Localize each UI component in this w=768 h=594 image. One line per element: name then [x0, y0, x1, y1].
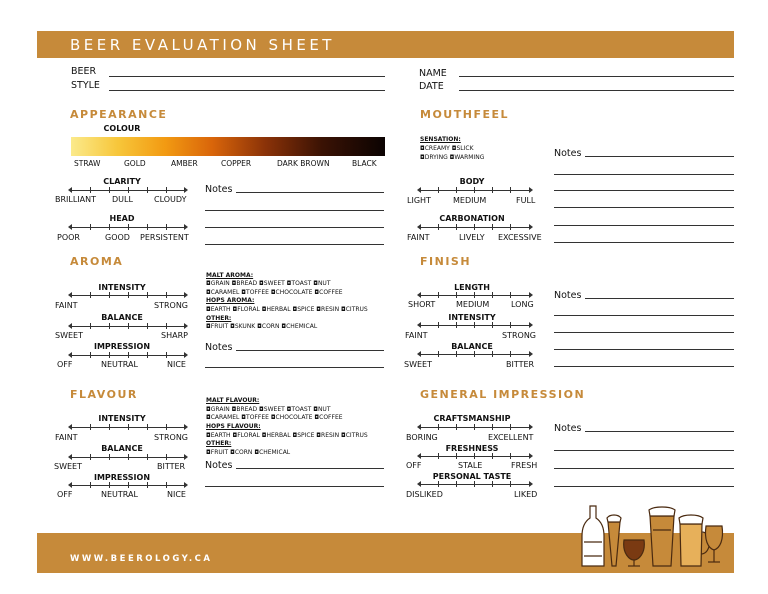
body-scale[interactable] — [420, 187, 530, 194]
name-label: NAME — [419, 68, 447, 79]
flavour-intensity-title: INTENSITY — [98, 414, 146, 423]
flavour-impression-label-off: OFF — [57, 490, 73, 499]
malt-flavour-row-1[interactable]: ◘GRAIN ◘BREAD ◘SWEET ◘TOAST ◘NUT — [206, 406, 331, 413]
length-label-short: SHORT — [408, 300, 436, 309]
clarity-label-brilliant: BRILLIANT — [55, 195, 97, 204]
colour-label-dark-brown: DARK BROWN — [277, 159, 330, 168]
other-flavour-row[interactable]: ◘FRUIT ◘CORN ◘CHEMICAL — [206, 449, 291, 456]
head-label-persistent: PERSISTENT — [140, 233, 189, 242]
finish-notes-line-3[interactable] — [554, 332, 734, 333]
finish-balance-label-sweet: SWEET — [404, 360, 432, 369]
freshness-title: FRESHNESS — [445, 444, 499, 453]
mouthfeel-notes-line-5[interactable] — [554, 225, 734, 226]
finish-notes-line-5[interactable] — [554, 366, 734, 367]
colour-label-black: BLACK — [352, 159, 377, 168]
mouthfeel-heading: MOUTHFEEL — [420, 108, 509, 121]
flavour-impression-label-neutral: NEUTRAL — [101, 490, 138, 499]
name-field[interactable] — [459, 76, 734, 77]
body-label-light: LIGHT — [407, 196, 431, 205]
aroma-heading: AROMA — [70, 255, 124, 268]
body-label-medium: MEDIUM — [453, 196, 487, 205]
malt-aroma-row-1[interactable]: ◘GRAIN ◘BREAD ◘SWEET ◘TOAST ◘NUT — [206, 280, 331, 287]
sensation-title: SENSATION: — [420, 136, 461, 143]
head-label-poor: POOR — [57, 233, 80, 242]
clarity-label-cloudy: CLOUDY — [154, 195, 187, 204]
colour-label-copper: COPPER — [221, 159, 252, 168]
flavour-notes-line-2[interactable] — [205, 486, 384, 487]
flavour-intensity-label-strong: STRONG — [154, 433, 189, 442]
aroma-impression-label-neutral: NEUTRAL — [101, 360, 138, 369]
beer-field[interactable] — [109, 76, 385, 77]
colour-title: COLOUR — [103, 124, 141, 133]
aroma-intensity-label-faint: FAINT — [55, 301, 78, 310]
flavour-balance-scale[interactable] — [71, 454, 185, 461]
finish-intensity-scale[interactable] — [420, 322, 530, 329]
malt-aroma-title: MALT AROMA: — [206, 272, 254, 279]
colour-label-gold: GOLD — [124, 159, 146, 168]
freshness-label-stale: STALE — [458, 461, 483, 470]
flavour-notes-label: Notes — [205, 460, 233, 471]
personal-taste-label-disliked: DISLIKED — [406, 490, 443, 499]
personal-taste-label-liked: LIKED — [514, 490, 538, 499]
length-label-long: LONG — [511, 300, 534, 309]
aroma-notes-line-1[interactable] — [236, 350, 384, 351]
aroma-balance-label-sweet: SWEET — [55, 331, 83, 340]
aroma-intensity-scale[interactable] — [71, 292, 185, 299]
colour-gradient[interactable] — [71, 137, 385, 156]
finish-intensity-title: INTENSITY — [448, 313, 496, 322]
length-scale[interactable] — [420, 292, 530, 299]
style-label: STYLE — [71, 80, 100, 91]
appearance-notes-line-2[interactable] — [205, 210, 384, 211]
colour-label-amber: AMBER — [171, 159, 198, 168]
flavour-heading: FLAVOUR — [70, 388, 138, 401]
footer-url[interactable]: WWW.BEEROLOGY.CA — [70, 554, 213, 564]
other-aroma-row[interactable]: ◘FRUIT ◘SKUNK ◘CORN ◘CHEMICAL — [206, 323, 318, 330]
aroma-impression-scale[interactable] — [71, 352, 185, 359]
freshness-scale[interactable] — [420, 453, 530, 460]
length-title: LENGTH — [454, 283, 490, 292]
body-title: BODY — [459, 177, 485, 186]
mouthfeel-notes-line-1[interactable] — [585, 156, 734, 157]
aroma-impression-label-off: OFF — [57, 360, 73, 369]
flavour-intensity-scale[interactable] — [71, 424, 185, 431]
carbonation-label-excessive: EXCESSIVE — [498, 233, 542, 242]
appearance-notes-line-3[interactable] — [205, 227, 384, 228]
aroma-impression-title: IMPRESSION — [93, 342, 151, 351]
finish-notes-line-4[interactable] — [554, 349, 734, 350]
personal-taste-title: PERSONAL TASTE — [432, 472, 512, 481]
aroma-impression-label-nice: NICE — [167, 360, 186, 369]
finish-notes-label: Notes — [554, 290, 582, 301]
finish-balance-title: BALANCE — [451, 342, 493, 351]
colour-label-straw: STRAW — [74, 159, 101, 168]
general-notes-line-2[interactable] — [554, 450, 734, 451]
aroma-balance-title: BALANCE — [101, 313, 143, 322]
malt-aroma-row-2[interactable]: ◘CARAMEL ◘TOFFEE ◘CHOCOLATE ◘COFFEE — [206, 289, 343, 296]
hops-aroma-title: HOPS AROMA: — [206, 297, 255, 304]
craftsmanship-label-excellent: EXCELLENT — [488, 433, 534, 442]
length-label-medium: MEDIUM — [456, 300, 490, 309]
date-label: DATE — [419, 81, 444, 92]
mouthfeel-notes-line-3[interactable] — [554, 190, 734, 191]
finish-notes-line-1[interactable] — [585, 298, 734, 299]
finish-intensity-label-strong: STRONG — [502, 331, 537, 340]
general-notes-label: Notes — [554, 423, 582, 434]
sensation-row-2[interactable]: ◘DRYING ◘WARMING — [420, 154, 485, 161]
mouthfeel-notes-line-4[interactable] — [554, 207, 734, 208]
finish-heading: FINISH — [420, 255, 472, 268]
clarity-title: CLARITY — [103, 177, 141, 186]
aroma-intensity-label-strong: STRONG — [154, 301, 189, 310]
craftsmanship-scale[interactable] — [420, 424, 530, 431]
aroma-intensity-title: INTENSITY — [98, 283, 146, 292]
carbonation-scale[interactable] — [420, 224, 530, 231]
style-field[interactable] — [109, 90, 385, 91]
body-label-full: FULL — [516, 196, 536, 205]
finish-balance-label-bitter: BITTER — [506, 360, 535, 369]
craftsmanship-label-boring: BORING — [406, 433, 438, 442]
appearance-notes-line-1[interactable] — [236, 192, 384, 193]
freshness-label-fresh: FRESH — [511, 461, 538, 470]
beer-label: BEER — [71, 66, 97, 77]
sensation-row-1[interactable]: ◘CREAMY ◘SLICK — [420, 145, 474, 152]
craftsmanship-title: CRAFTSMANSHIP — [433, 414, 511, 423]
hops-flavour-title: HOPS FLAVOUR: — [206, 423, 261, 430]
beer-glasses-illustration — [578, 500, 726, 570]
mouthfeel-notes-line-2[interactable] — [554, 174, 734, 175]
freshness-label-off: OFF — [406, 461, 422, 470]
flavour-balance-label-bitter: BITTER — [157, 462, 186, 471]
other-flavour-title: OTHER: — [206, 440, 232, 447]
aroma-balance-label-sharp: SHARP — [161, 331, 188, 340]
carbonation-label-lively: LIVELY — [459, 233, 485, 242]
mouthfeel-notes-label: Notes — [554, 148, 582, 159]
mouthfeel-notes-line-6[interactable] — [554, 242, 734, 243]
carbonation-title: CARBONATION — [439, 214, 505, 223]
appearance-notes-line-4[interactable] — [205, 244, 384, 245]
head-scale[interactable] — [71, 224, 185, 231]
general-impression-heading: GENERAL IMPRESSION — [420, 388, 586, 401]
appearance-notes-label: Notes — [205, 184, 233, 195]
aroma-notes-label: Notes — [205, 342, 233, 353]
hops-aroma-row[interactable]: ◘EARTH ◘FLORAL ◘HERBAL ◘SPICE ◘RESIN ◘CITRUS — [206, 306, 368, 313]
flavour-balance-title: BALANCE — [101, 444, 143, 453]
finish-intensity-label-faint: FAINT — [405, 331, 428, 340]
general-notes-line-3[interactable] — [554, 468, 734, 469]
head-title: HEAD — [109, 214, 135, 223]
aroma-balance-scale[interactable] — [71, 323, 185, 330]
malt-flavour-title: MALT FLAVOUR: — [206, 397, 260, 404]
date-field[interactable] — [459, 90, 734, 91]
personal-taste-scale[interactable] — [420, 481, 530, 488]
flavour-impression-scale[interactable] — [71, 482, 185, 489]
flavour-notes-line-1[interactable] — [236, 468, 384, 469]
general-notes-line-4[interactable] — [554, 486, 734, 487]
malt-flavour-row-2[interactable]: ◘CARAMEL ◘TOFFEE ◘CHOCOLATE ◘COFFEE — [206, 414, 343, 421]
flavour-impression-label-nice: NICE — [167, 490, 186, 499]
head-label-good: GOOD — [105, 233, 130, 242]
carbonation-label-faint: FAINT — [407, 233, 430, 242]
aroma-notes-line-2[interactable] — [205, 367, 384, 368]
finish-balance-scale[interactable] — [420, 351, 530, 358]
general-notes-line-1[interactable] — [585, 431, 734, 432]
appearance-heading: APPEARANCE — [70, 108, 168, 121]
flavour-balance-label-sweet: SWEET — [54, 462, 82, 471]
clarity-scale[interactable] — [71, 187, 185, 194]
hops-flavour-row[interactable]: ◘EARTH ◘FLORAL ◘HERBAL ◘SPICE ◘RESIN ◘CITRUS — [206, 432, 368, 439]
clarity-label-dull: DULL — [112, 195, 133, 204]
page-title: BEER EVALUATION SHEET — [70, 36, 335, 54]
flavour-impression-title: IMPRESSION — [93, 473, 151, 482]
flavour-intensity-label-faint: FAINT — [55, 433, 78, 442]
other-aroma-title: OTHER: — [206, 315, 232, 322]
finish-notes-line-2[interactable] — [554, 315, 734, 316]
